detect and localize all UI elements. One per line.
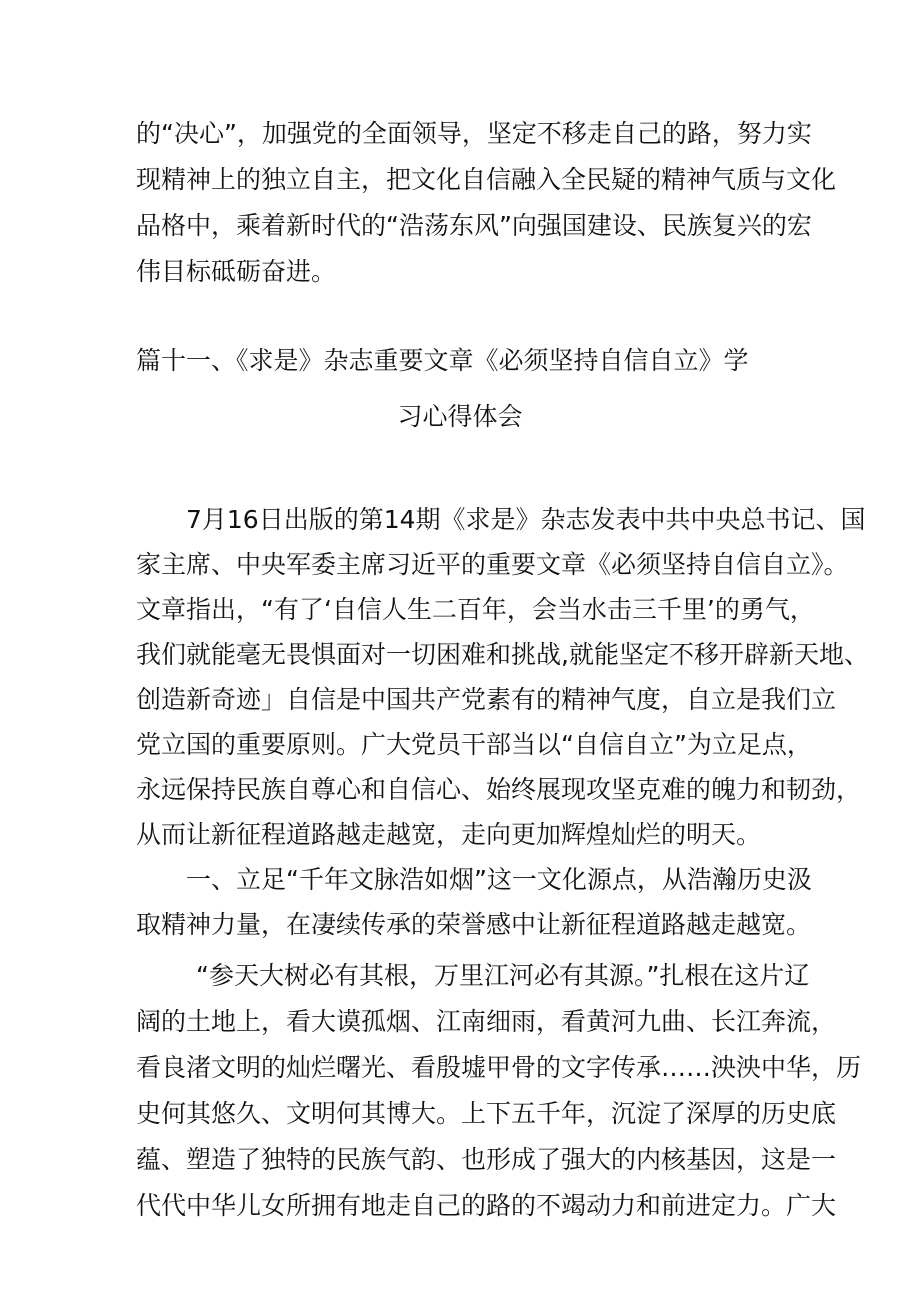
paragraph3-line-1: “参天大树必有其根，万里江河必有其源。”扎根在这片辽 [196, 961, 810, 990]
section-title-line-2: 习心得体会 [397, 402, 523, 431]
paragraph1-line-5: 创造新奇迹」自信是中国共产党素有的精神气度，自立是我们立 [136, 685, 837, 714]
intro-line-3: 品格中，乘着新时代的“浩荡东风”向强国建设、民族复兴的宏 [136, 211, 812, 240]
paragraph3-line-4: 史何其悠久、文明何其博大。上下五千年，沉淀了深厚的历史底 [136, 1099, 837, 1128]
section-title-line-1: 篇十一、《求是》杂志重要文章《必须坚持自信自立》学 [136, 346, 749, 375]
paragraph1-line-3: 文章指出，“有了‘自信人生二百年，会当水击三千里’的勇气， [136, 595, 815, 624]
paragraph3-line-5: 蕴、塑造了独特的民族气韵、也形成了强大的内核基因，这是一 [136, 1145, 837, 1174]
paragraph1-line-7: 永远保持民族自尊心和自信心、始终展现攻坚克难的魄力和韧劲， [136, 775, 862, 804]
intro-line-4: 伟目标砥砺奋进。 [136, 257, 337, 286]
intro-line-2: 现精神上的独立自主，把文化自信融入全民疑的精神气质与文化 [136, 165, 837, 194]
intro-line-1: 的“决心”，加强党的全面领导，坚定不移走自己的路，努力实 [136, 119, 812, 148]
paragraph1-line-4: 我们就能毫无畏惧面对一切困难和挑战,就能坚定不移开辟新天地、 [136, 640, 869, 669]
paragraph1-line-8: 从而让新征程道路越走越宽，走向更加辉煌灿烂的明天。 [136, 820, 762, 849]
paragraph2-line-1: 一、立足“千年文脉浩如烟”这一文化源点，从浩瀚历史汲 [186, 865, 812, 894]
paragraph1-line-6: 党立国的重要原则。广大党员干部当以“自信自立”为立足点， [136, 730, 812, 759]
paragraph2-line-2: 取精神力量，在凄续传承的荣誉感中让新征程道路越走越宽。 [136, 910, 812, 939]
paragraph3-line-2: 阔的土地上，看大谟孤烟、江南细雨，看黄河九曲、长江奔流， [136, 1007, 837, 1036]
paragraph3-line-3: 看良渚文明的灿烂曙光、看殷墟甲骨的文字传承……泱泱中华，历 [136, 1053, 862, 1082]
paragraph1-line-1: 7月16日出版的第14期《求是》杂志发表中共中央总书记、国 [186, 505, 866, 534]
paragraph3-line-6: 代代中华儿女所拥有地走自己的路的不竭动力和前进定力。广大 [136, 1191, 837, 1220]
paragraph1-line-2: 家主席、中央军委主席习近平的重要文章《必须坚持自信自立》。 [136, 550, 849, 579]
